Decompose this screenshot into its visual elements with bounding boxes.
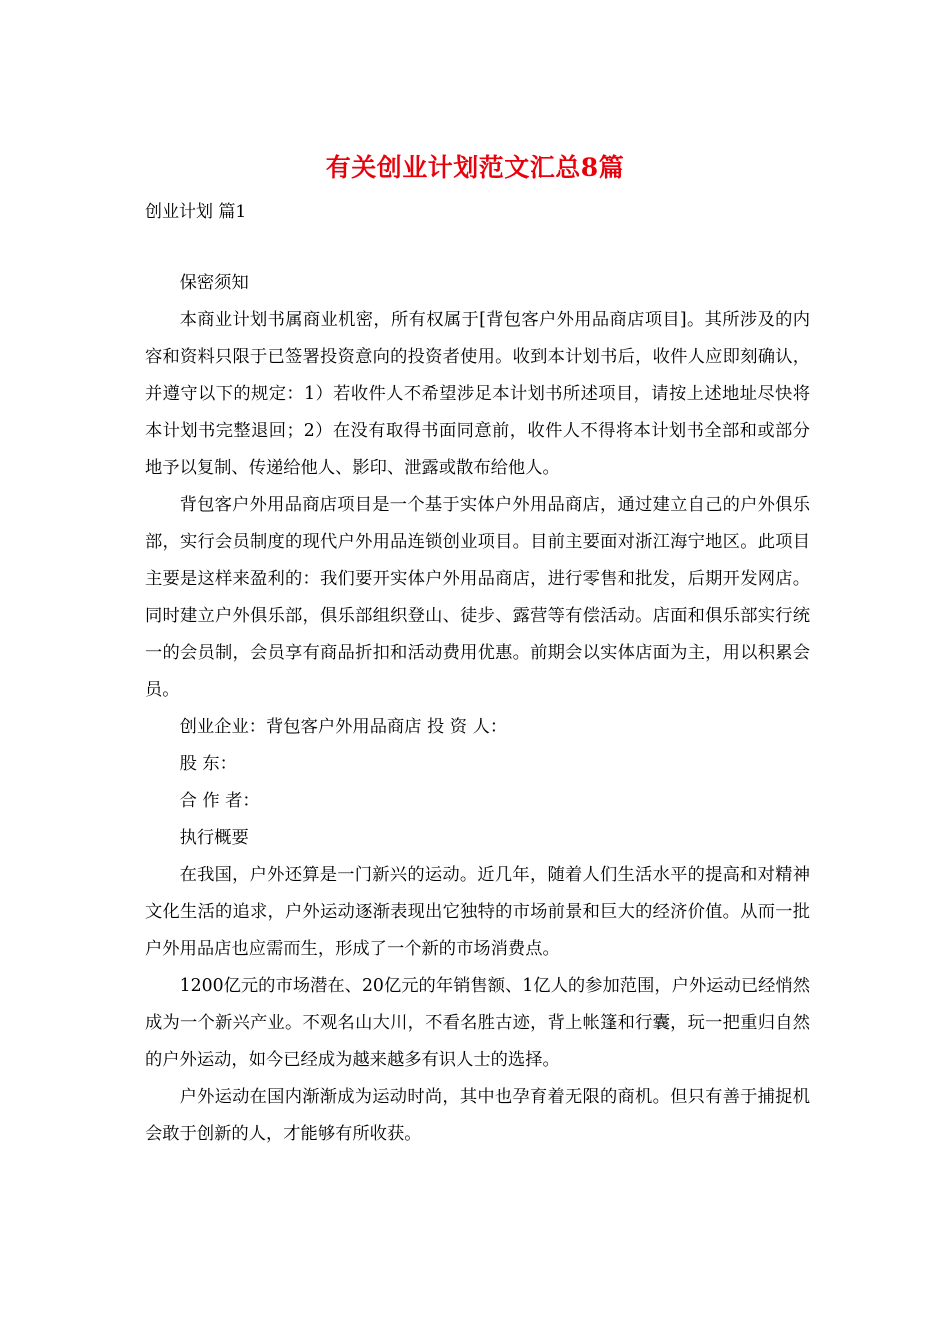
- section-label: 创业计划 篇1: [145, 202, 247, 222]
- document-title: 有关创业计划范文汇总8篇: [325, 153, 625, 182]
- paragraph-shareholder: 股 东：: [179, 754, 237, 774]
- paragraph-outdoor-emerging-sport: 在我国，户外还算是一门新兴的运动。近几年，随着人们生活水平的提高和对精神文化生活的追求，户外运动逐渐表现出它独特的市场前景和巨大的经济价值。从而一批户外用品店也应需而生，形成了一个新的市场消费点。: [145, 865, 810, 959]
- paragraph-executive-summary-heading: 执行概要: [179, 828, 249, 848]
- paragraph-market-size: 1200亿元的市场潜在、20亿元的年销售额、1亿人的参加范围，户外运动已经悄然成为一个新兴产业。不观名山大川，不看名胜古迹，背上帐篷和行囊，玩一把重归自然的户外运动，如今已经成为越来越多有识人士的选择。: [145, 976, 810, 1070]
- paragraph-confidentiality-notice: 本商业计划书属商业机密，所有权属于[背包客户外用品商店项目]。其所涉及的内容和资料只限于已签署投资意向的投资者使用。收到本计划书后，收件人应即刻确认，并遵守以下的规定：1）若收件人不希望涉足本计划书所述项目，请按上述地址尽快将本计划书完整退回；2）在没有取得书面同意前，收件人不得将本计划书全部和或部分地予以复制、传递给他人、影印、泄露或散布给他人。: [145, 310, 810, 478]
- paragraph-project-overview: 背包客户外用品商店项目是一个基于实体户外用品商店，通过建立自己的户外俱乐部，实行会员制度的现代户外用品连锁创业项目。目前主要面对浙江海宁地区。此项目主要是这样来盈利的：我们要开实体户外用品商店，进行零售和批发，后期开发网店。同时建立户外俱乐部，俱乐部组织登山、徒步、露营等有偿活动。店面和俱乐部实行统一的会员制，会员享有商品折扣和活动费用优惠。前期会以实体店面为主，用以积累会员。: [145, 495, 810, 700]
- paragraph-business-opportunity: 户外运动在国内渐渐成为运动时尚，其中也孕育着无限的商机。但只有善于捕捉机会敢于创新的人，才能够有所收获。: [145, 1087, 810, 1144]
- paragraph-partner: 合 作 者：: [179, 791, 260, 811]
- paragraph-enterprise-investor: 创业企业：背包客户外用品商店 投 资 人：: [179, 717, 508, 737]
- document-body: [145, 265, 810, 1153]
- paragraph-confidentiality-heading: 保密须知: [179, 273, 249, 293]
